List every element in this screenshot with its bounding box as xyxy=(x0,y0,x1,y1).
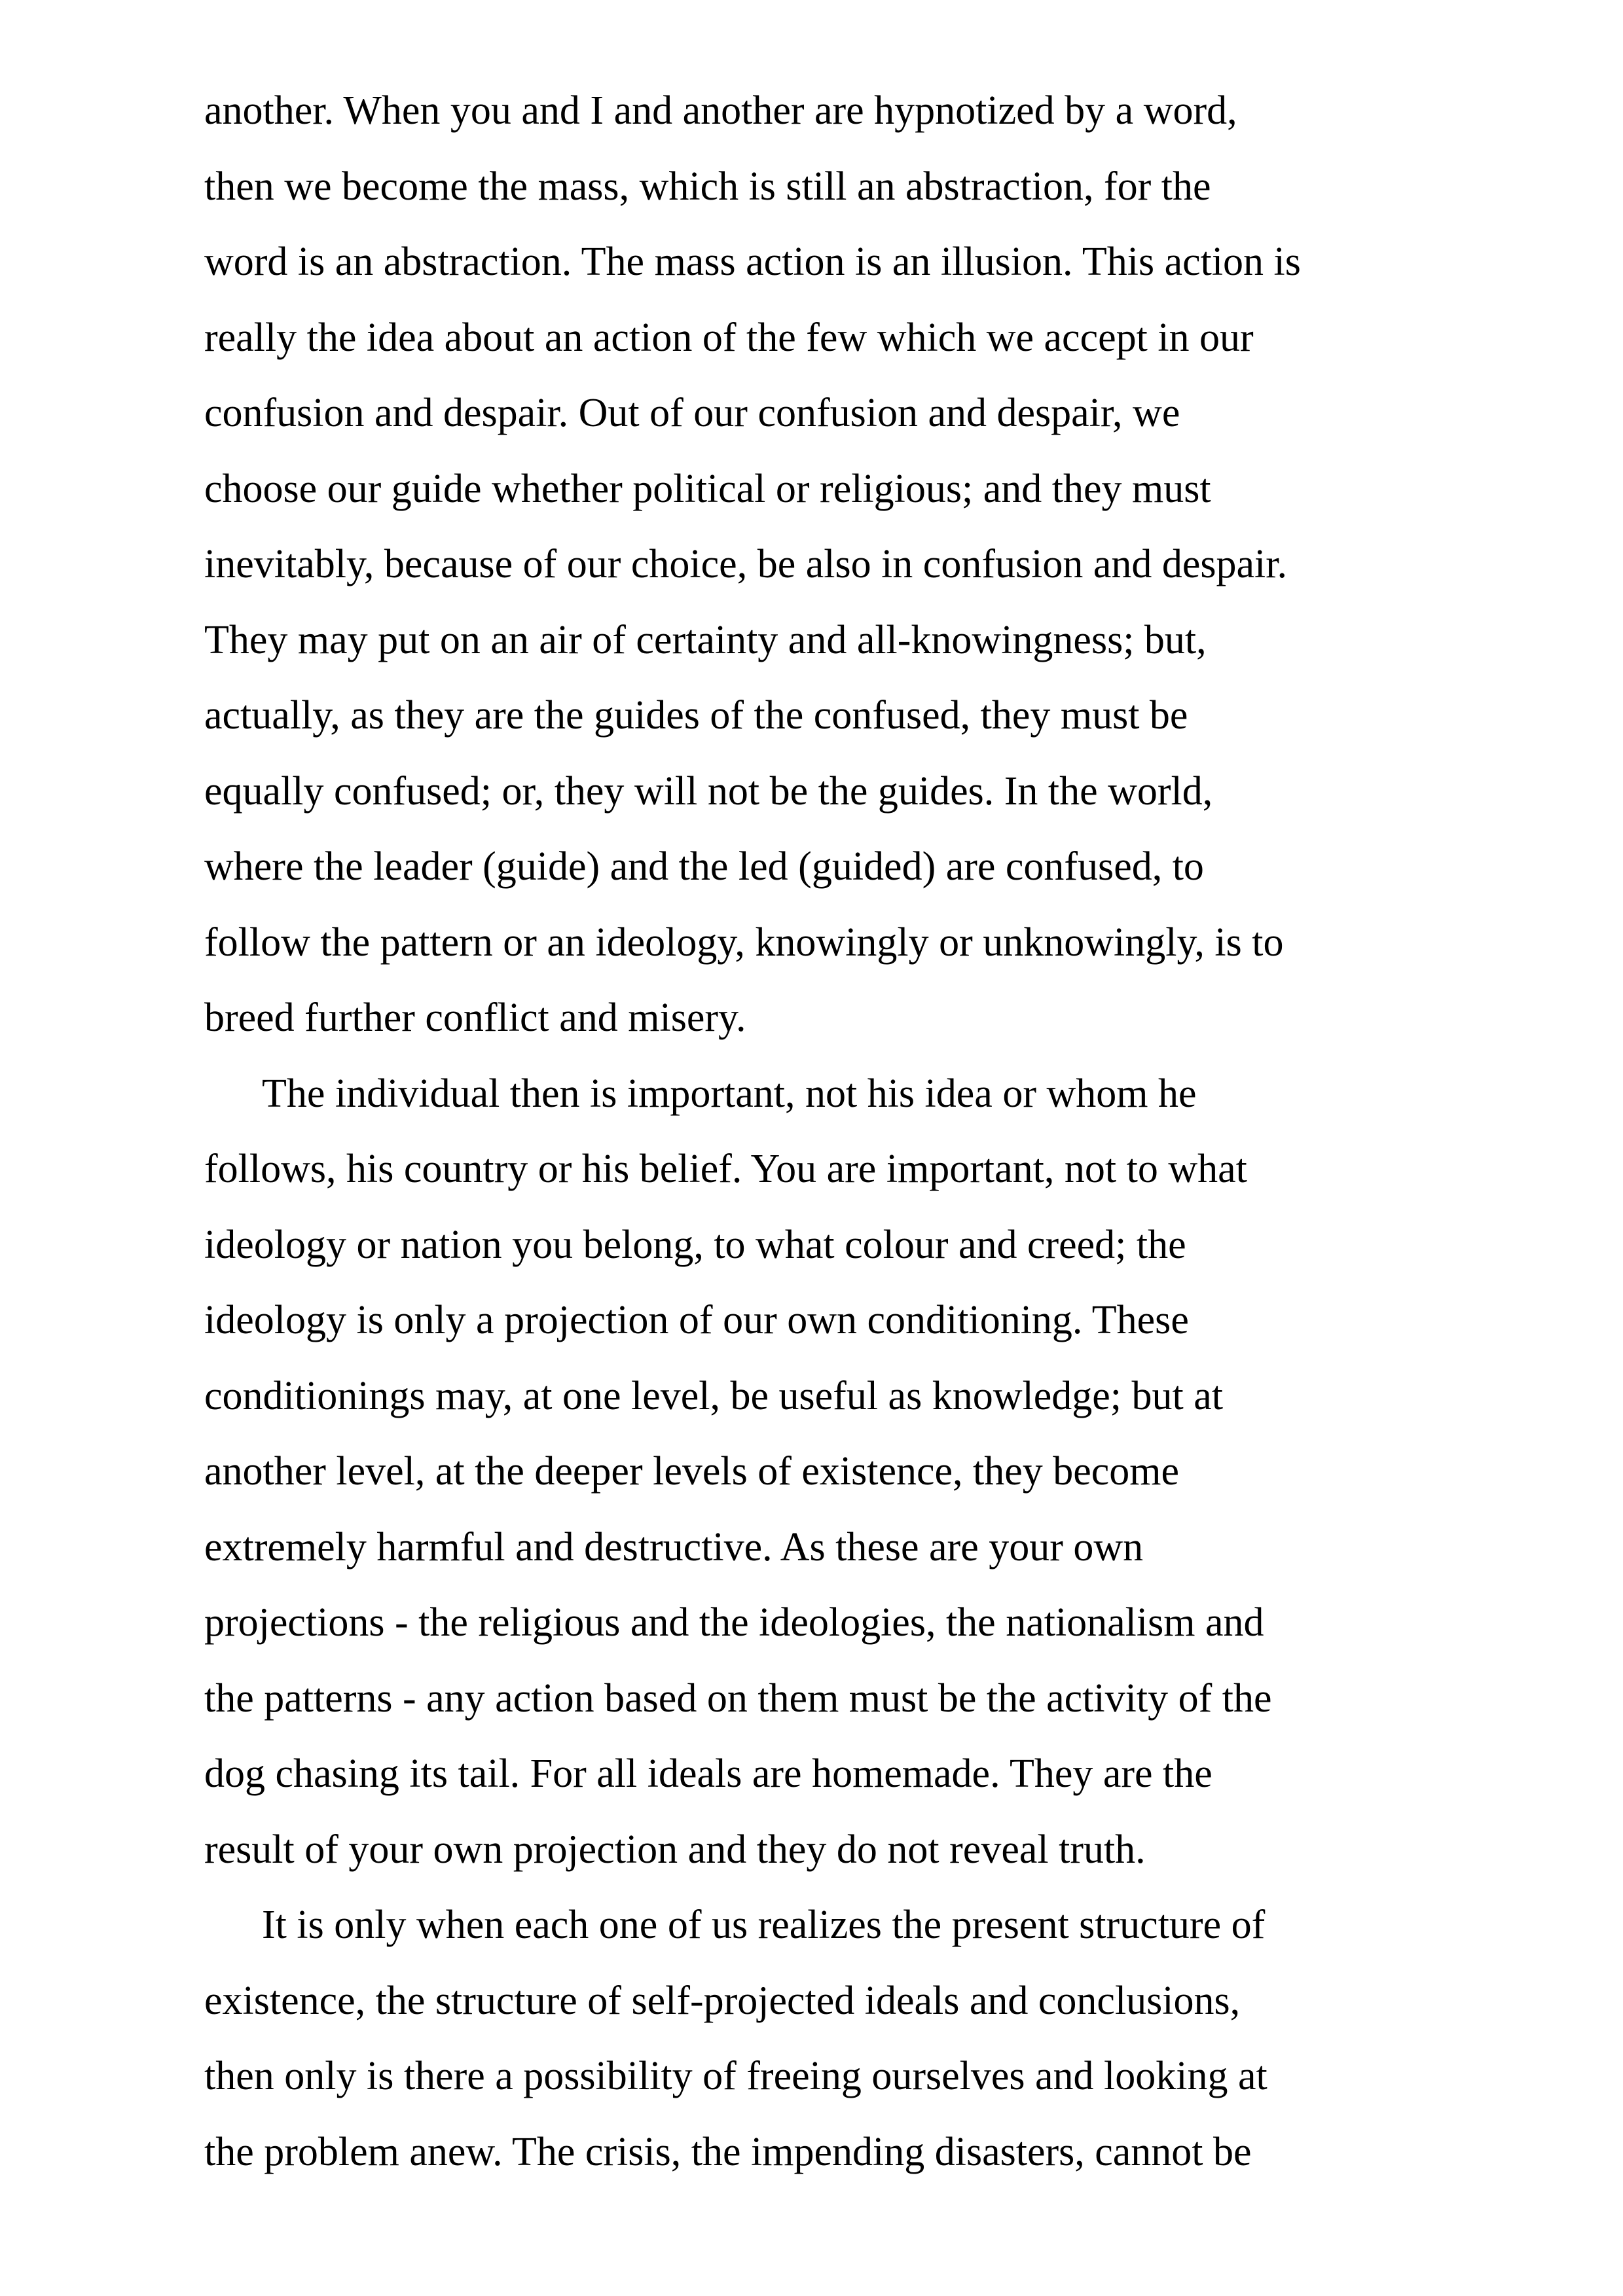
text-line: then only is there a possibility of freeing ourselves and looking at xyxy=(204,2054,1267,2098)
text-line: really the idea about an action of the few which we accept in our xyxy=(204,315,1254,360)
text-line: confusion and despair. Out of our confusion and despair, we xyxy=(204,391,1180,435)
body-text xyxy=(204,73,1448,2190)
text-line: then we become the mass, which is still an abstraction, for the xyxy=(204,164,1211,209)
text-line: ideology or nation you belong, to what colour and creed; the xyxy=(204,1222,1186,1267)
text-line: the problem anew. The crisis, the impending disasters, cannot be xyxy=(204,2129,1252,2174)
text-line: the patterns - any action based on them must be the activity of the xyxy=(204,1676,1272,1721)
text-line: equally confused; or, they will not be the guides. In the world, xyxy=(204,768,1213,814)
text-line: actually, as they are the guides of the confused, they must be xyxy=(204,693,1188,738)
paragraph-2 xyxy=(204,1056,1448,1888)
text-line: existence, the structure of self-projected ideals and conclusions, xyxy=(204,1978,1241,2023)
text-line: projections - the religious and the ideologies, the nationalism and xyxy=(204,1600,1264,1645)
text-line: result of your own projection and they do not reveal truth. xyxy=(204,1827,1146,1872)
text-line: The individual then is important, not his idea or whom he xyxy=(262,1071,1197,1116)
text-line: ideology is only a projection of our own conditioning. These xyxy=(204,1298,1189,1342)
text-line: They may put on an air of certainty and all-knowingness; but, xyxy=(204,617,1207,662)
text-line: conditionings may, at one level, be useful as knowledge; but at xyxy=(204,1373,1223,1418)
text-line: dog chasing its tail. For all ideals are homemade. They are the xyxy=(204,1751,1213,1796)
text-line: extremely harmful and destructive. As these are your own xyxy=(204,1524,1144,1570)
text-line: follows, his country or his belief. You are important, not to what xyxy=(204,1147,1247,1191)
text-line: another level, at the deeper levels of existence, they become xyxy=(204,1449,1180,1494)
paragraph-3 xyxy=(204,1888,1448,2190)
paragraph-1 xyxy=(204,73,1448,1056)
text-line: inevitably, because of our choice, be also in confusion and despair. xyxy=(204,542,1287,586)
text-line: another. When you and I and another are hypnotized by a word, xyxy=(204,88,1237,133)
text-line: word is an abstraction. The mass action is an illusion. This action is xyxy=(204,240,1301,284)
text-line: choose our guide whether political or religious; and they must xyxy=(204,466,1211,511)
text-line: where the leader (guide) and the led (guided) are confused, to xyxy=(204,844,1204,889)
text-line: follow the pattern or an ideology, knowingly or unknowingly, is to xyxy=(204,920,1284,965)
text-line: breed further conflict and misery. xyxy=(204,996,746,1040)
text-line: It is only when each one of us realizes the present structure of xyxy=(262,1903,1266,1947)
